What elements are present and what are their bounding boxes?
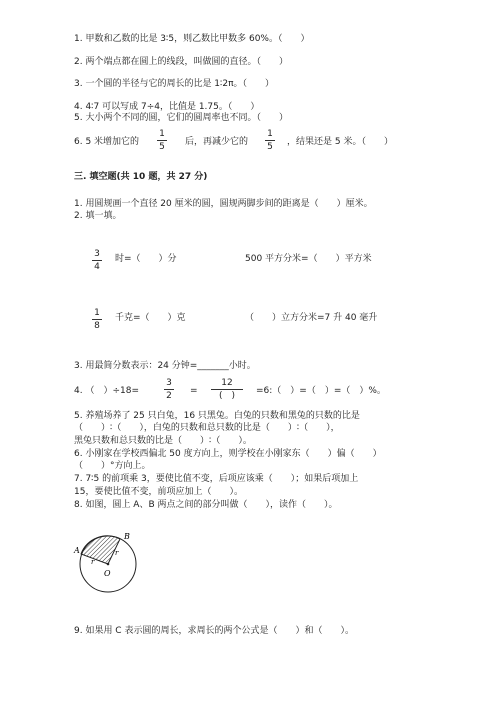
judge-item-2: 2. 两个端点都在圆上的线段，叫做圆的直径。（ ）: [74, 57, 288, 67]
judge-item-6-mid: 后，再减少它的: [185, 137, 249, 147]
fill-q5-line-2: （ ）∶（ ），白兔的只数和总只数的比是（ ）∶（ ），: [74, 423, 340, 433]
judge-item-6-fraction-1: 1 5: [157, 129, 167, 152]
fill-q4-fraction-2: 12 ( ): [211, 378, 243, 401]
fill-q6-line-1: 6. 小刚家在学校西偏北 50 度方向上，则学校在小刚家东（ ）偏（ ）: [74, 449, 382, 459]
label-a: A: [74, 546, 80, 555]
judge-item-1: 1. 甲数和乙数的比是 3∶5，则乙数比甲数多 60%。（ ）: [74, 34, 310, 44]
judge-item-3: 3. 一个圆的半径与它的周长的比是 1∶2π。（ ）: [74, 79, 275, 89]
fill-q9: 9. 如果用 C 表示圆的周长，求周长的两个公式是（ ）和（ ）。: [74, 626, 354, 636]
fill-q8: 8. 如图，圆上 A、B 两点之间的部分叫做（ ），读作（ ）。: [74, 500, 338, 510]
judge-item-6-fraction-2: 1 5: [265, 129, 275, 152]
circle-sector-figure: [72, 528, 152, 600]
fill-q2-fraction-a: 3 4: [92, 249, 102, 272]
fill-q2-c: 千克=（ ）克: [115, 313, 186, 323]
judge-item-4: 4. 4∶7 可以写成 7÷4，比值是 1.75。（ ）: [74, 102, 260, 112]
fill-q4-post: =6:（ ）=（ ）=（ ）%。: [256, 386, 386, 396]
fill-q3: 3. 用最简分数表示：24 分钟=_______小时。: [74, 361, 256, 371]
judge-item-5: 5. 大小两个不同的圆，它们的圆周率也不同。（ ）: [74, 113, 288, 123]
fill-q7-line-2: 15，要使比值不变，前项应加上（ ）。: [74, 487, 243, 497]
fill-q4-fraction-1: 3 2: [164, 378, 174, 401]
fill-q5-line-1: 5. 养殖场养了 25 只白兔，16 只黑兔。白兔的只数和黑兔的只数的比是: [74, 411, 360, 421]
label-r-left: r: [91, 558, 95, 566]
fill-q5-line-3: 黑兔只数和总只数的比是（ ）∶（ ）。: [74, 436, 252, 446]
fill-q2: 2. 填一填。: [74, 211, 122, 221]
center-point: [107, 563, 110, 566]
judge-item-6-post: ，结果还是 5 米。（ ）: [287, 137, 393, 147]
judge-item-6-pre: 6. 5 米增加它的: [74, 137, 140, 147]
label-o: O: [104, 569, 111, 578]
fill-q4-equals: =: [190, 386, 198, 396]
label-b: B: [124, 532, 130, 541]
section-title: 三. 填空题(共 10 题，共 27 分): [74, 172, 208, 182]
fill-q7-line-1: 7. 7∶5 的前项乘 3，要使比值不变，后项应该乘（ ）；如果后项加上: [74, 474, 359, 484]
label-r-right: r: [115, 549, 119, 557]
fill-q2-a: 时=（ ）分: [115, 254, 177, 264]
fill-q2-fraction-c: 1 8: [92, 308, 102, 331]
fill-q6-line-2: （ ）°方向上。: [74, 461, 151, 471]
fill-q4-pre: 4. （ ）÷18=: [74, 386, 139, 396]
fill-q2-d: （ ）立方分米=7 升 40 毫升: [245, 313, 378, 323]
fill-q2-b: 500 平方分米=（ ）平方米: [245, 254, 372, 264]
fill-q1: 1. 用圆规画一个直径 20 厘米的圆，圆规两脚步间的距离是（ ）厘米。: [74, 199, 373, 209]
